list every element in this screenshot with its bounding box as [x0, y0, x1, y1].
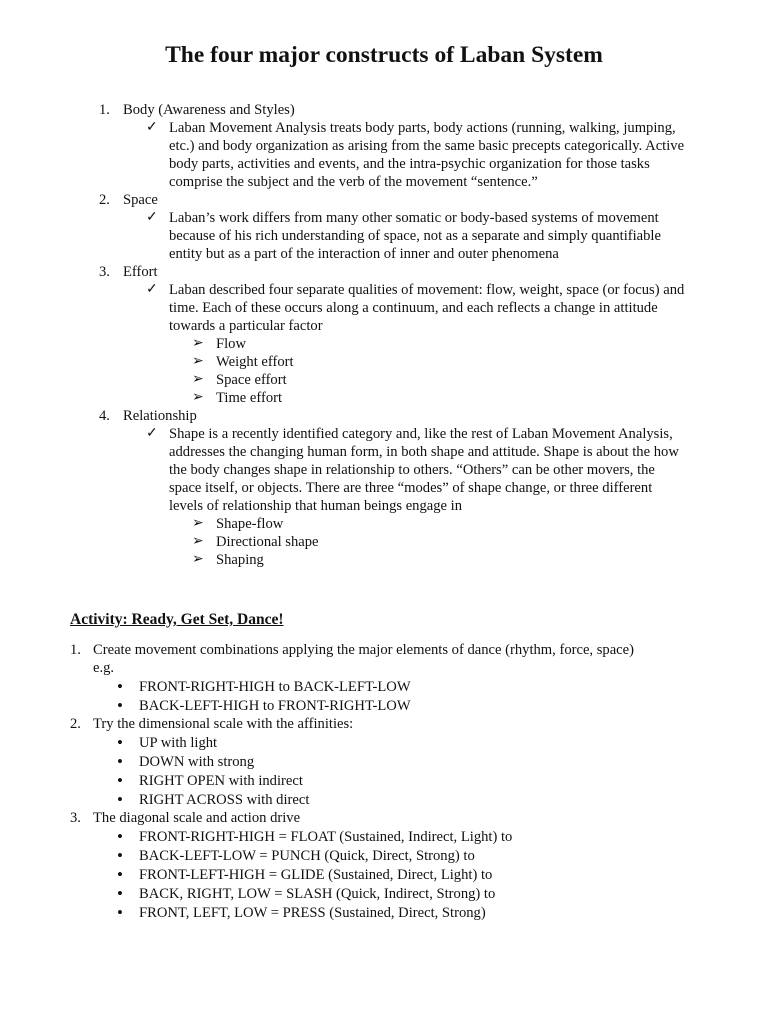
arrow-bullet-icon: ➢: [192, 372, 204, 387]
activity-line: The diagonal scale and action drive: [93, 810, 301, 826]
bullet-icon: •: [117, 790, 123, 809]
construct-description-line: Shape is a recently identified category and, like the rest of Laban Movement Analysis,: [169, 426, 673, 442]
activity-bullet-item: FRONT-RIGHT-HIGH to BACK-LEFT-LOW: [139, 679, 411, 695]
construct-description-line: addresses the changing human form, in both shape and attitude. Shape is about the how: [169, 444, 679, 460]
construct-description-line: entity but as a part of the interaction of inner and outer phenomena: [169, 246, 559, 262]
activity-line: Create movement combinations applying the major elements of dance (rhythm, force, space): [93, 642, 634, 658]
page-title: The four major constructs of Laban System: [165, 42, 603, 68]
activity-bullet-item: BACK, RIGHT, LOW = SLASH (Quick, Indirect, Strong) to: [139, 886, 496, 902]
sub-item: Shaping: [216, 552, 264, 568]
checkmark-icon: ✓: [146, 210, 158, 225]
construct-number: 4.: [99, 408, 110, 424]
activity-bullet-item: FRONT-RIGHT-HIGH = FLOAT (Sustained, Indirect, Light) to: [139, 829, 513, 845]
construct-number: 1.: [99, 102, 110, 118]
arrow-bullet-icon: ➢: [192, 516, 204, 531]
bullet-icon: •: [117, 696, 123, 715]
sub-item: Time effort: [216, 390, 283, 406]
sub-item: Directional shape: [216, 534, 319, 550]
construct-name: Relationship: [123, 408, 197, 424]
arrow-bullet-icon: ➢: [192, 534, 204, 549]
sub-item: Weight effort: [216, 354, 294, 370]
bullet-icon: •: [117, 903, 123, 922]
construct-description-line: Laban Movement Analysis treats body parts, body actions (running, walking, jumping,: [169, 120, 676, 136]
activity-bullet-item: DOWN with strong: [139, 754, 255, 770]
bullet-icon: •: [117, 827, 123, 846]
sub-item: Flow: [216, 336, 247, 352]
construct-description-line: Laban described four separate qualities of movement: flow, weight, space (or focus) and: [169, 282, 685, 298]
bullet-icon: •: [117, 733, 123, 752]
activity-bullet-item: RIGHT ACROSS with direct: [139, 792, 310, 808]
construct-description-line: towards a particular factor: [169, 318, 323, 334]
construct-description-line: space itself, or objects. There are three “modes” of shape change, or three different: [169, 480, 653, 496]
construct-name: Space: [123, 192, 158, 208]
arrow-bullet-icon: ➢: [192, 390, 204, 405]
construct-description-line: Laban’s work differs from many other somatic or body-based systems of movement: [169, 210, 659, 226]
construct-description-line: body parts, activities and events, and the intra-psychic organization for those tasks: [169, 156, 650, 172]
activity-bullet-item: RIGHT OPEN with indirect: [139, 773, 303, 789]
activity-number: 3.: [70, 810, 81, 826]
sub-item: Shape-flow: [216, 516, 284, 532]
arrow-bullet-icon: ➢: [192, 354, 204, 369]
checkmark-icon: ✓: [146, 426, 158, 441]
construct-description-line: comprise the subject and the verb of the movement “sentence.”: [169, 174, 538, 190]
activity-bullet-item: FRONT, LEFT, LOW = PRESS (Sustained, Direct, Strong): [139, 905, 486, 921]
activity-line: Try the dimensional scale with the affinities:: [93, 716, 354, 732]
activity-bullet-item: UP with light: [139, 735, 218, 751]
sub-item: Space effort: [216, 372, 287, 388]
construct-description-line: levels of relationship that human beings engage in: [169, 498, 463, 514]
bullet-icon: •: [117, 865, 123, 884]
construct-description-line: because of his rich understanding of space, not as a separate and simply quantifiable: [169, 228, 661, 244]
activity-line: e.g.: [93, 660, 115, 676]
bullet-icon: •: [117, 677, 123, 696]
bullet-icon: •: [117, 771, 123, 790]
construct-name: Effort: [123, 264, 158, 280]
activity-bullet-item: FRONT-LEFT-HIGH = GLIDE (Sustained, Direct, Light) to: [139, 867, 493, 883]
activity-number: 1.: [70, 642, 81, 658]
bullet-icon: •: [117, 752, 123, 771]
construct-description-line: time. Each of these occurs along a continuum, and each reflects a change in attitude: [169, 300, 658, 316]
activity-heading: Activity: Ready, Get Set, Dance!: [70, 611, 284, 628]
activity-bullet-item: BACK-LEFT-LOW = PUNCH (Quick, Direct, Strong) to: [139, 848, 475, 864]
construct-name: Body (Awareness and Styles): [123, 102, 295, 118]
construct-description-line: the body changes shape in relationship to others. “Others” can be other movers, the: [169, 462, 655, 478]
activity-bullet-item: BACK-LEFT-HIGH to FRONT-RIGHT-LOW: [139, 698, 411, 714]
construct-number: 2.: [99, 192, 110, 208]
checkmark-icon: ✓: [146, 282, 158, 297]
checkmark-icon: ✓: [146, 120, 158, 135]
bullet-icon: •: [117, 884, 123, 903]
arrow-bullet-icon: ➢: [192, 552, 204, 567]
activity-number: 2.: [70, 716, 81, 732]
bullet-icon: •: [117, 846, 123, 865]
construct-number: 3.: [99, 264, 110, 280]
construct-description-line: etc.) and body organization as arising from the same basic precepts categorically. Active: [169, 138, 685, 154]
arrow-bullet-icon: ➢: [192, 336, 204, 351]
